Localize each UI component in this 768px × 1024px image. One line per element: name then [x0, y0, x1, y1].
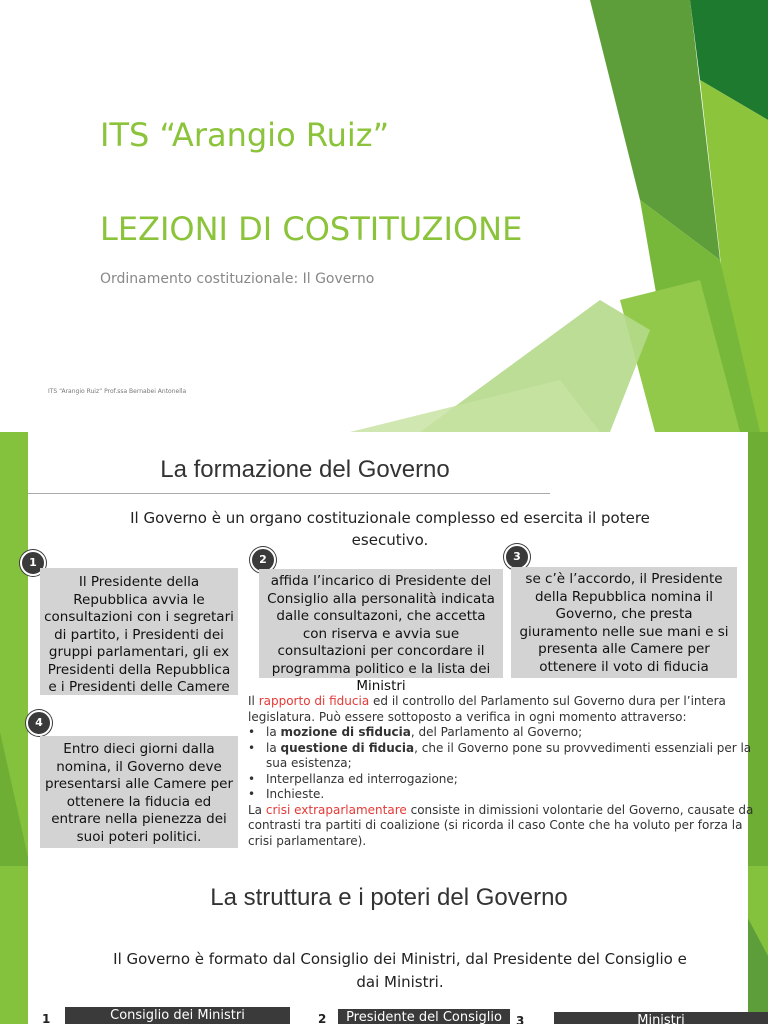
list-item: • Inchieste. — [266, 787, 754, 803]
slide3-title: La struttura e i poteri del Governo — [210, 884, 568, 911]
title-divider — [28, 493, 550, 494]
step-number-1: 1 — [20, 550, 46, 576]
list-item: • la mozione di sfiducia, del Parlamento al Governo; — [266, 725, 754, 741]
item-box-3: Ministri — [554, 1012, 768, 1024]
slide-title — [0, 0, 768, 432]
rapporto-fiducia-highlight: rapporto di fiducia — [258, 694, 370, 708]
step-number-3: 3 — [504, 544, 530, 570]
footer-text: ITS “Arangio Ruiz” Prof.ssa Bernabei Antonella — [48, 388, 187, 395]
fiducia-text — [248, 694, 754, 849]
list-item: • Interpellanza ed interrogazione; — [266, 772, 754, 788]
fiducia-list — [248, 725, 754, 803]
slide3-intro: Il Governo è formato dal Consiglio dei Ministri, dal Presidente del Consiglio e dai Ministri. — [113, 950, 687, 991]
fiducia-paragraph-2: La crisi extraparlamentare consiste in dimissioni volontarie del Governo, causate da contrasti tra partiti di coalizione (si ricorda il caso Conte che ha voluto per forza la crisi parlamentare). — [248, 802, 754, 848]
step-box-2: affida l’incarico di Presidente del Consiglio alla personalità indicata dalle consultazoni, che accetta con riserva e avvia sue consultazioni per concordare il programma politico e la lista dei Ministri — [259, 569, 503, 678]
step-box-4: Entro dieci giorni dalla nomina, il Governo deve presentarsi alle Camere per ottenere la fiducia ed entrare nella pienezza dei suoi poteri politici. — [40, 736, 238, 848]
title-line2: LEZIONI DI COSTITUZIONE — [100, 210, 523, 248]
slide2-intro: Il Governo è un organo costituzionale complesso ed esercita il potere esecutivo. — [130, 509, 650, 549]
title-line1: ITS “Arangio Ruiz” — [100, 116, 390, 154]
item-box-1: Consiglio dei Ministri — [65, 1007, 290, 1024]
crisi-highlight: crisi extraparlamentare — [265, 802, 407, 817]
item-number-3: 3 — [516, 1014, 525, 1024]
fiducia-paragraph-1: Il rapporto di fiducia ed il controllo del Parlamento sul Governo dura per l’intera legislatura. Può essere sottoposto a verifica in ogni momento attraverso: — [248, 694, 726, 724]
item-number-1: 1 — [42, 1012, 51, 1024]
subtitle: Ordinamento costituzionale: Il Governo — [100, 271, 375, 287]
step-number-2: 2 — [250, 547, 276, 573]
list-item: • la questione di fiducia, che il Governo pone su provvedimenti essenziali per la sua esistenza; — [266, 741, 754, 772]
item-number-2: 2 — [318, 1012, 327, 1024]
step-box-1: Il Presidente della Repubblica avvia le consultazioni con i segretari di partito, i Presidenti dei gruppi parlamentari, gli ex Presidenti della Repubblica e i Presidenti delle Camere — [40, 568, 238, 695]
step-box-3: se c’è l’accordo, il Presidente della Repubblica nomina il Governo, che presta giuramento nelle sue mani e si presenta alle Camere per ottenere il voto di fiducia — [511, 567, 737, 678]
item-box-2: Presidente del Consiglio — [338, 1009, 510, 1024]
slide2-title: La formazione del Governo — [160, 456, 450, 483]
step-number-4: 4 — [26, 710, 52, 736]
slide-formazione — [0, 432, 768, 866]
slide-struttura — [0, 866, 768, 1024]
